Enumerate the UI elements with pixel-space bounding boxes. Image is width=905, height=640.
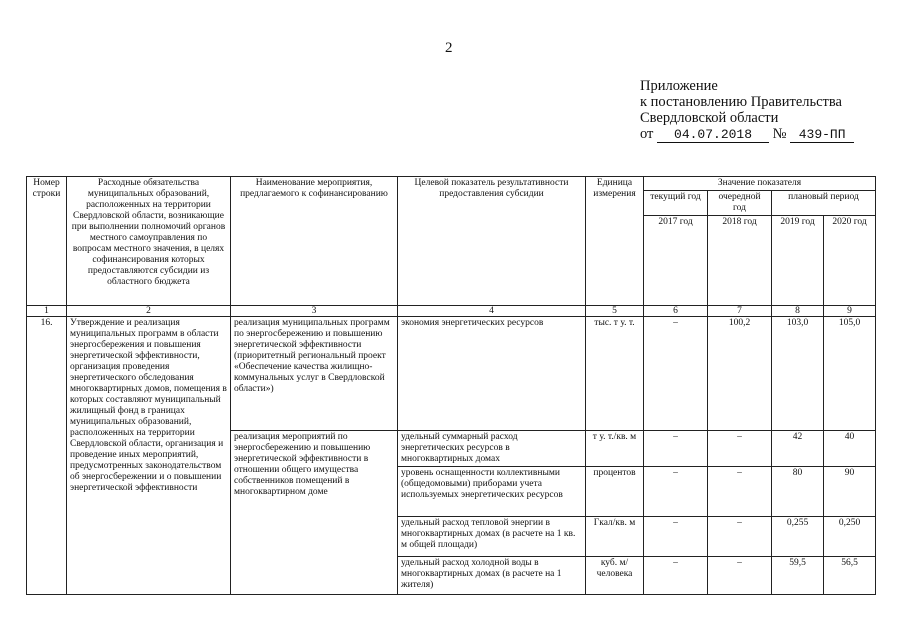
- header-year-2018: 2018 год: [708, 216, 772, 306]
- value-2019: 0,255: [772, 517, 824, 557]
- subsidy-table: [26, 176, 876, 595]
- value-2019: 42: [772, 431, 824, 467]
- value-2019: 80: [772, 467, 824, 517]
- resolution-date: 04.07.2018: [657, 128, 769, 143]
- measure-text: реализация мероприятий по энергосбережению и повышению энергетической эффективности в отношении общего имущества собственников помещений в многоквартирном доме: [231, 431, 398, 595]
- col-number: 5: [586, 306, 644, 317]
- value-2017: –: [644, 317, 708, 431]
- header-next-year: очередной год: [708, 191, 772, 216]
- appendix-block: [640, 78, 854, 143]
- header-obligations: Расходные обязательства муниципальных образований, расположенных на территории Свердловской области, возникающие при выполнении полномочий органов местного самоуправления по вопросам местного значения, в целях софинансирования которых предоставляются субсидии из областного бюджета: [67, 177, 231, 306]
- indicator-text: экономия энергетических ресурсов: [398, 317, 586, 431]
- indicator-unit: тыс. т у. т.: [586, 317, 644, 431]
- value-2017: –: [644, 557, 708, 595]
- indicator-text: удельный расход холодной воды в многоквартирных домах (в расчете на 1 жителя): [398, 557, 586, 595]
- header-measure: Наименование мероприятия, предлагаемого к софинансированию: [231, 177, 398, 306]
- value-2017: –: [644, 517, 708, 557]
- indicator-unit: процентов: [586, 467, 644, 517]
- appendix-title: Приложение: [640, 78, 718, 94]
- page-number: 2: [445, 40, 453, 56]
- col-number: 9: [824, 306, 876, 317]
- obligation-text: Утверждение и реализация муниципальных программ в области энергосбережения и повышения энергетической эффективности, организация проведения энергетического обследования многоквартирных домов, помещения в которых составляют муниципальный жилищный фонд в границах муниципальных образований, расположенных на территории Свердловской области, организация и проведение иных мероприятий, предусмотренных законодательством об энергосбережении и о повышении энергетической эффективности: [67, 317, 231, 595]
- value-2018: 100,2: [708, 317, 772, 431]
- col-number: 3: [231, 306, 398, 317]
- value-2018: –: [708, 467, 772, 517]
- appendix-line-2: к постановлению Правительства: [640, 94, 842, 110]
- indicator-unit: Гкал/кв. м: [586, 517, 644, 557]
- col-number: 2: [67, 306, 231, 317]
- value-2020: 56,5: [824, 557, 876, 595]
- value-2017: –: [644, 467, 708, 517]
- value-2020: 40: [824, 431, 876, 467]
- value-2019: 59,5: [772, 557, 824, 595]
- value-2018: –: [708, 431, 772, 467]
- indicator-unit: т у. т./кв. м: [586, 431, 644, 467]
- col-number: 4: [398, 306, 586, 317]
- header-unit: Единица измерения: [586, 177, 644, 306]
- header-indicator-value: Значение показателя: [644, 177, 876, 191]
- value-2018: –: [708, 517, 772, 557]
- header-year-2019: 2019 год: [772, 216, 824, 306]
- value-2020: 0,250: [824, 517, 876, 557]
- measure-text: реализация муниципальных программ по энергосбережению и повышению энергетической эффективности (приоритетный региональный проект «Обеспечение качества жилищно-коммунальных услуг в Свердловской области»): [231, 317, 398, 431]
- col-number: 1: [27, 306, 67, 317]
- indicator-text: уровень оснащенности коллективными (общедомовыми) приборами учета используемых энергетических ресурсов: [398, 467, 586, 517]
- header-current-year: текущий год: [644, 191, 708, 216]
- value-2020: 105,0: [824, 317, 876, 431]
- indicator-text: удельный суммарный расход энергетических ресурсов в многоквартирных домах: [398, 431, 586, 467]
- col-number: 8: [772, 306, 824, 317]
- header-year-2020: 2020 год: [824, 216, 876, 306]
- indicator-text: удельный расход тепловой энергии в многоквартирных домах (в расчете на 1 кв. м общей площади): [398, 517, 586, 557]
- indicator-unit: куб. м/ человека: [586, 557, 644, 595]
- value-2018: –: [708, 557, 772, 595]
- header-target-indicator: Целевой показатель результативности предоставления субсидии: [398, 177, 586, 306]
- number-prefix: №: [772, 126, 787, 142]
- col-number: 6: [644, 306, 708, 317]
- row-number: 16.: [27, 317, 67, 595]
- table-row: [27, 317, 876, 431]
- appendix-date-line: [640, 126, 854, 143]
- date-prefix: от: [640, 126, 654, 142]
- value-2017: –: [644, 431, 708, 467]
- column-number-row: [27, 306, 876, 317]
- value-2020: 90: [824, 467, 876, 517]
- resolution-number: 439-ПП: [790, 128, 854, 143]
- header-planned-period: плановый период: [772, 191, 876, 216]
- appendix-line-3: Свердловской области: [640, 110, 779, 126]
- value-2019: 103,0: [772, 317, 824, 431]
- header-year-2017: 2017 год: [644, 216, 708, 306]
- header-row-number: Номер строки: [27, 177, 67, 306]
- col-number: 7: [708, 306, 772, 317]
